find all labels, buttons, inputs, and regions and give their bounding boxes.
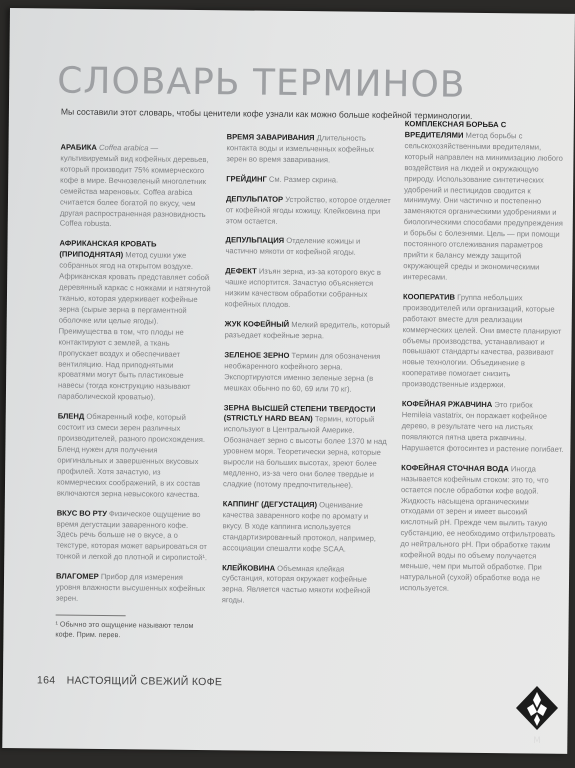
entry-definition: Термин для обозначения необжаренного кофейного зерна. Экспортируются именно зеленые зерна (в мешках обычно по 60, 69 или 70 кг).	[223, 350, 381, 394]
entry-term: ЖУК КОФЕЙНЫЙ	[224, 319, 290, 329]
entry-term: КОФЕЙНАЯ РЖАВЧИНА	[401, 399, 493, 410]
entry-definition: Прибор для измерения уровня влажности высушенных кофейных зерен.	[55, 572, 206, 603]
glossary-entry	[222, 563, 388, 608]
footnote-divider	[56, 614, 126, 616]
entry-definition: Это грибок Hemileia vastatrix, он поражает кофейное дерево, в результате чего на листьях появляются пятна цвета ржавчины. Нарушается фотосинтез и растение погибает.	[401, 400, 564, 454]
entry-term: ЗЕЛЕНОЕ ЗЕРНО	[224, 350, 290, 360]
entry-definition: Метод сушки уже собранных ягод на открытом воздухе. Африканская кровать представляет собой деревянный каркас с ножками и натянутой тканью, которая удерживает кофейные зерна (сырые зерна в пергаментной оболочке или целые ягоды). Преимущества в том, что плоды не контактируют с землей, а ткань пропускает воздух и обеспечивает вентиляцию. Над приподнятыми кроватями могут быть пластиковые навесы (тогда конструкцию называют параболической кроватью).	[57, 250, 211, 402]
book-title: НАСТОЯЩИЙ СВЕЖИЙ КОФЕ	[66, 674, 223, 689]
glossary-column-1	[55, 143, 212, 642]
entry-term: ДЕФЕКТ	[225, 266, 257, 276]
glossary-column-3	[400, 119, 567, 604]
entry-term: ДЕПУЛЬПАЦИЯ	[225, 235, 285, 246]
page-footer	[37, 674, 222, 688]
entry-term: АФРИКАНСКАЯ КРОВАТЬ (ПРИПОДНЯТАЯ)	[59, 238, 157, 260]
watermark-letter: М	[533, 736, 541, 746]
glossary-column-2	[222, 132, 393, 617]
glossary-entry	[226, 174, 392, 187]
glossary-entry	[57, 412, 210, 501]
entry-term: ВРЕМЯ ЗАВАРИВАНИЯ	[226, 132, 315, 143]
glossary-entry	[58, 239, 212, 404]
entry-definition: Физическое ощущение во время дегустации заваренного кофе. Здесь речь больше не о вкусе, а о текстуре, которая может варьироваться от тонкой и легкой до плотной и сиропистой¹.	[56, 508, 208, 563]
glossary-entry	[402, 292, 565, 392]
entry-definition: Длительность контакта воды и измельченных кофейных зерен во время заваривания.	[226, 133, 375, 165]
glossary-entry	[400, 463, 563, 596]
entry-term: КООПЕРАТИВ	[402, 291, 456, 302]
entry-latin: Coffea arabica	[99, 142, 149, 153]
footnote: ¹ Обычно это ощущение называют телом кофе. Прим. перев.	[55, 619, 194, 640]
entry-term: ДЕПУЛЬПАТОР	[225, 193, 284, 204]
entry-definition: Отделение кожицы и частично мякоти от кофейной ягоды.	[225, 236, 361, 258]
page-subtitle: Мы составили этот словарь, чтобы ценители кофе узнали как можно больше кофейной терминологии.	[60, 106, 473, 121]
glossary-entry	[401, 399, 564, 455]
entry-definition: Устройство, которое отделяет от кофейной ягоды кожицу. Клейковина при этом остается.	[225, 194, 391, 226]
entry-term: ГРЕЙДИНГ	[226, 174, 267, 184]
page-number: 164	[36, 674, 56, 687]
entry-definition: Изъян зерна, из-за которого вкус в чашке испортится. Зачастую объясняется низким качеством обработки собранных кофейных плодов.	[224, 266, 381, 310]
glossary-entry	[56, 572, 208, 606]
glossary-entry	[226, 132, 392, 167]
entry-definition: См. Размер скрина.	[266, 174, 339, 185]
glossary-entry	[224, 350, 390, 395]
entry-term: ВКУС ВО РТУ	[56, 508, 108, 518]
entry-definition: — культивируемый вид кофейных деревьев, который производит 75% коммерческого кофе в мире. Вечнозеленый многолетник семейства мареновых. Coffea arabica считается более богатой по вкусу, чем другая распространенная разновидность Coffea robusta.	[59, 143, 209, 229]
glossary-entry	[56, 508, 209, 564]
entry-definition: Мелкий вредитель, который разъедает кофейные зерна.	[224, 319, 391, 341]
glossary-entry	[225, 236, 391, 260]
entry-definition: Обжаренный кофе, который состоит из смеси зерен различных производителей, разного происхождения. Бленд нужен для получения оригинальных и завершенных вкусовых профилей. Хотя зачастую, из коммерческих соображений, в их состав включаются зерна невысокого качества.	[56, 412, 206, 499]
glossary-entry	[225, 267, 391, 312]
entry-term: КАППИНГ (ДЕГУСТАЦИЯ)	[222, 499, 318, 510]
entry-term: ЗЕРНА ВЫСШЕЙ СТЕПЕНИ ТВЕРДОСТИ (STRICTLY HARD BEAN)	[223, 402, 376, 424]
entry-term: ВЛАГОМЕР	[56, 571, 99, 582]
entry-term: КОМПЛЕКСНАЯ БОРЬБА С ВРЕДИТЕЛЯМИ	[404, 119, 507, 140]
entry-definition: Иногда называется кофейным стоком: это то, что остается после обработки кофе водой. Жидкость насыщена органическими отходами от зерен и имеет высокий кислотный pH. Прежде чем вылить такую субстанцию, ее необходимо отфильтровать до нейтрального pH. При обработке таким кофейной воды по объему получается меньше, чем при мытой обработке. При натуральной (сухой) обработке вода не используется.	[399, 463, 556, 593]
entry-definition: Термин, который используют в Центральной Америке. Обозначает зерно с высоты более 1370 м над уровнем моря. Теоретически зерна, которые выросли на больших высотах, зреют более медленно, из-за чего они более твердые и сладкие (потому предпочтительнее).	[222, 414, 387, 490]
entry-definition: Метод борьбы с сельскохозяйственными вредителями, который направлен на минимизацию любого воздействия на людей и окружающую природу. Использование синтетических удобрений и пестицидов сводится к минимуму. Они частично и постепенно заменяются органическими удобрениями и биологическими способами предупреждения и борьбы с болезнями. Цель — при помощи постоянного отслеживания параметров прийти к балансу между защитой окружающей среды и экономическими интересами.	[403, 130, 563, 282]
entry-definition: Группа небольших производителей или организаций, которые работают вместе для реализации коммерческих целей. Они вместе планируют объемы производства, устанавливают и повышают стандарты качества, развивают новые технологии. Объединение в кооперативе помогает снизить производственные издержки.	[402, 292, 562, 390]
entry-term: АРАБИКА	[60, 142, 97, 152]
glossary-entry	[223, 403, 390, 492]
glossary-entry	[403, 119, 567, 285]
page-title: СЛОВАРЬ ТЕРМИНОВ	[57, 60, 466, 106]
glossary-entry	[60, 143, 213, 232]
entry-definition: Объемная клейкая субстанция, которая окружает кофейные зерна. Является частью мякоти кофейной ягоды.	[221, 563, 371, 605]
glossary-entry	[225, 319, 391, 343]
entry-term: БЛЕНД	[57, 411, 85, 422]
entry-definition: Оценивание качества заваренного кофе по аромату и вкусу. В ходе каппинга используется стандартизированный протокол, например, ассоциации спешалти кофе SCAA.	[222, 500, 377, 554]
diamond-logo-icon	[514, 684, 560, 746]
book-page	[2, 8, 575, 754]
glossary-entry	[226, 194, 392, 229]
entry-term: КЛЕЙКОВИНА	[222, 562, 276, 573]
glossary-entry	[222, 499, 389, 555]
entry-term: КОФЕЙНАЯ СТОЧНАЯ ВОДА	[401, 462, 509, 473]
